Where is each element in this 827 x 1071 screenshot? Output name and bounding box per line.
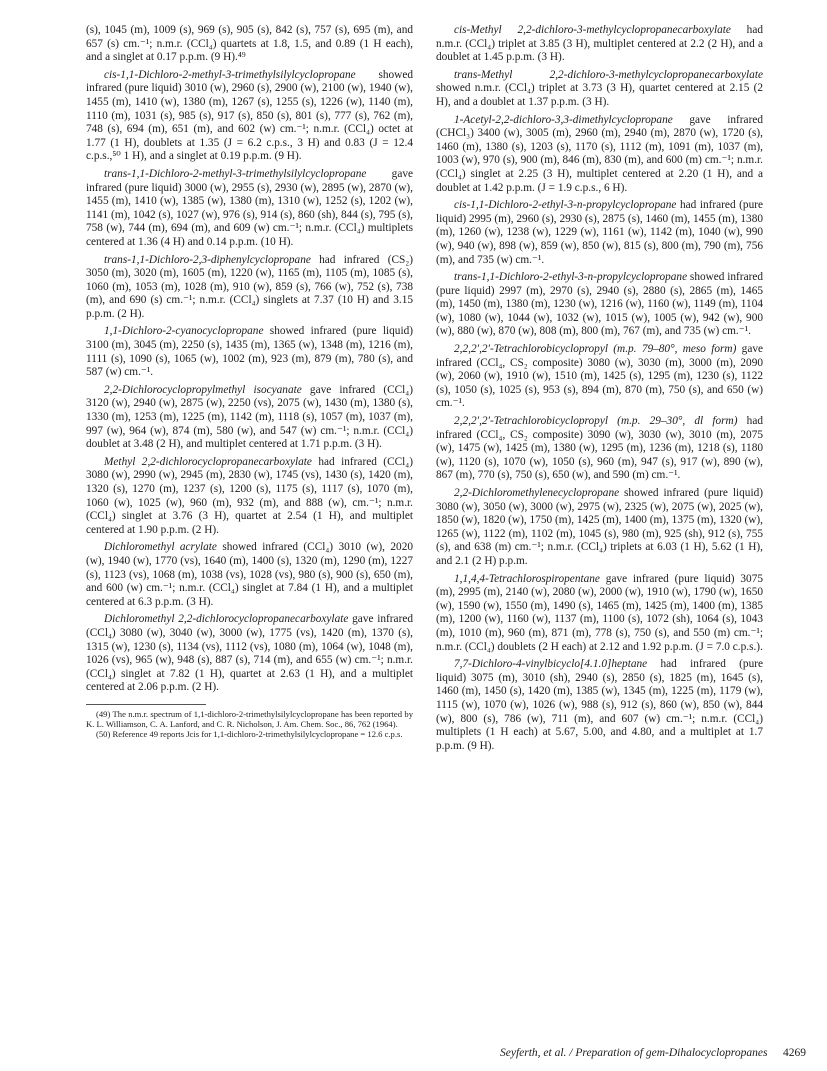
compound-name: 2,2-Dichlorocyclopropylmethyl isocyanate [104, 383, 302, 396]
compound-data: had infrared (CCl₄, CS₂ composite) 3090 (w), 3030 (w), 3010 (m), 2075 (w), 1475 (w), 1425 (m), 1380 (w), 1295 (m), 1236 (m), 1218 (s), 1180 (w), 1120 (s), 1070 (w), 1050 (s), 960 (m), 947 (s), 917 (w), 890 (w), 867 (m), 770 (s), 750 (s), 650 (w), and 590 (m) cm.⁻¹. [436, 415, 763, 482]
footnote-divider [86, 704, 206, 705]
paragraph-compound [436, 415, 763, 483]
compound-data: gave infrared (CCl₄) 3080 (w), 3040 (w), 3000 (w), 1775 (vs), 1420 (m), 1370 (s), 1315 (w), 1230 (s), 1134 (vs), 1112 (vs), 1080 (m), 1064 (w), 1048 (m), 1026 (vs), 965 (w), 948 (s), 887 (s), 714 (m), and 655 (w) cm.⁻¹; n.m.r. (CCl₄) singlet at 7.82 (1 H), quartet at 2.63 (1 H), and a multiplet centered at 2.06 p.p.m. (2 H). [86, 613, 413, 694]
compound-name: 2,2,2′,2′-Tetrachlorobicyclopropyl (m.p. 79–80°, meso form) [454, 343, 737, 356]
paragraph-compound [86, 168, 413, 250]
paragraph-continued: (s), 1045 (m), 1009 (s), 969 (s), 905 (s), 842 (s), 757 (s), 695 (m), and 657 (s) cm.⁻¹; n.m.r. (CCl₄) quartets at 1.8, 1.5, and 0.89 (1 H each), and a singlet at 0.17 p.p.m. (9 H).⁴⁹ [86, 24, 413, 64]
compound-data: gave infrared (CCl₄, CS₂ composite) 3080 (w), 3030 (m), 3000 (m), 2090 (w), 2060 (w), 1910 (w), 1510 (m), 1425 (s), 1295 (m), 1230 (s), 1122 (s), 1050 (s), 1025 (s), 953 (s), 894 (m), 870 (m), 750 (s), and 650 (w) cm.⁻¹. [436, 343, 763, 410]
compound-name: cis-1,1-Dichloro-2-methyl-3-trimethylsilylcyclopropane [104, 68, 356, 81]
compound-name: cis-1,1-Dichloro-2-ethyl-3-n-propylcyclopropane [454, 199, 677, 212]
compound-name: Dichloromethyl 2,2-dichlorocyclopropanecarboxylate [104, 613, 349, 626]
compound-name: 1-Acetyl-2,2-dichloro-3,3-dimethylcyclopropane [454, 113, 673, 126]
compound-data: had n.m.r. (CCl₄) triplet at 3.85 (3 H), multiplet centered at 2.2 (2 H), and a doublet at 1.45 p.p.m. (3 H). [436, 24, 763, 64]
compound-data: showed infrared (pure liquid) 3010 (w), 2960 (s), 2900 (w), 2100 (w), 1940 (w), 1455 (m), 1410 (w), 1380 (m), 1267 (s), 1255 (s), 1226 (w), 1140 (m), 1110 (m), 1031 (s), 985 (s), 917 (s), 850 (s), 801 (s), 777 (s), 762 (m), 748 (s), 694 (m), 651 (m), and 602 (w) cm.⁻¹; n.m.r. (CCl₄) octet at 1.77 (1 H), doublets at 1.35 (J = 6.2 c.p.s., 3 H) and 0.83 (J = 12.4 c.p.s.,⁵⁰ 1 H), and a singlet at 0.19 p.p.m. (9 H). [86, 68, 413, 163]
compound-data: had infrared (pure liquid) 2995 (m), 2960 (s), 2930 (s), 2875 (s), 1460 (m), 1455 (m), 1380 (m), 1260 (w), 1238 (w), 1229 (w), 1161 (w), 1142 (m), 1040 (w), 990 (w), 940 (w), 898 (w), 859 (w), 850 (w), 815 (s), 800 (m), 790 (m), 756 (m), and 735 (w) cm.⁻¹. [436, 199, 763, 266]
paragraph-compound [86, 69, 413, 164]
compound-name: Methyl 2,2-dichlorocyclopropanecarboxylate [104, 455, 312, 468]
paragraph-compound [436, 343, 763, 411]
left-column [86, 24, 413, 740]
compound-name: 1,1,4,4-Tetrachlorospiropentane [454, 572, 600, 585]
paragraph-compound [436, 271, 763, 339]
paragraph-compound [436, 573, 763, 655]
paragraph-compound [86, 384, 413, 452]
compound-data: showed infrared (pure liquid) 3100 (m), 3045 (m), 2250 (s), 1435 (m), 1365 (w), 1348 (m), 1216 (m), 1111 (s), 1090 (s), 1065 (w), 1002 (m), 923 (m), 879 (m), 780 (s), and 587 (w) cm.⁻¹. [86, 325, 413, 379]
paragraph-compound [436, 24, 763, 65]
compound-data: showed infrared (pure liquid) 2997 (m), 2970 (s), 2940 (s), 2880 (s), 2865 (m), 1465 (m), 1450 (m), 1380 (m), 1230 (w), 1216 (w), 1160 (w), 1149 (m), 1104 (w), 1080 (w), 1044 (w), 1032 (w), 1015 (w), 1005 (w), 942 (w), 900 (w), 880 (w), 870 (w), 808 (m), 800 (m), 767 (m), and 735 (w) cm.⁻¹. [436, 271, 764, 338]
compound-name: cis-Methyl 2,2-dichloro-3-methylcyclopropanecarboxylate [454, 24, 731, 36]
compound-name: trans-1,1-Dichloro-2,3-diphenylcyclopropane [104, 253, 311, 266]
compound-data: showed n.m.r. (CCl₄) triplet at 3.73 (3 H), quartet centered at 2.15 (2 H), and a doublet at 1.37 p.p.m. (3 H). [436, 82, 763, 108]
compound-data: showed infrared (CCl₄) 3010 (w), 2020 (w), 1940 (w), 1770 (vs), 1640 (m), 1400 (s), 1320 (m), 1290 (m), 1227 (s), 1123 (vs), 1068 (m), 1038 (vs), 1028 (vs), 980 (s), 900 (s), 650 (m), and 600 (w) cm.⁻¹; n.m.r. (CCl₄) singlet at 7.84 (1 H), and a multiplet centered at 6.3 p.p.m. (3 H). [86, 541, 413, 608]
compound-name: trans-Methyl 2,2-dichloro-3-methylcyclopropanecarboxylate [454, 68, 763, 81]
paragraph-compound [436, 658, 763, 753]
compound-name: trans-1,1-Dichloro-2-ethyl-3-n-propylcyclopropane [454, 271, 688, 284]
compound-data: had infrared (CS₂) 3050 (m), 3020 (m), 1605 (m), 1220 (w), 1165 (m), 1105 (m), 1085 (s), 1060 (m), 1053 (m), 1028 (m), 910 (w), 859 (s), 766 (w), 752 (s), 738 (m), and 690 (s) cm.⁻¹; n.m.r. (CCl₄) singlets at 7.37 (10 H) and 3.15 p.p.m. (2 H). [86, 253, 413, 320]
footnote-49: (49) The n.m.r. spectrum of 1,1-dichloro-2-trimethylsilylcyclopropane has been reported by K. L. Williamson, C. A. Lanford, and C. R. Nicholson, J. Am. Chem. Soc., 86, 762 (1964). [86, 708, 413, 730]
compound-name: Dichloromethyl acrylate [104, 541, 217, 554]
paragraph-compound [86, 613, 413, 695]
running-foot: Seyferth, et al. / Preparation of gem-Dihalocyclopropanes [500, 1047, 768, 1059]
compound-data: showed infrared (pure liquid) 3080 (w), 3050 (w), 3000 (w), 2975 (w), 2325 (w), 2075 (w), 2025 (w), 1850 (w), 1820 (w), 1750 (m), 1425 (m), 1400 (m), 1375 (m), 1320 (w), 1265 (w), 1122 (m), 1102 (m), 1045 (s), 980 (m), 925 (sh), 912 (s), 755 (s), and 638 (m) cm.⁻¹; n.m.r. (CCl₄) triplets at 6.03 (1 H), 5.62 (1 H), and 2.1 (2 H) p.p.m. [436, 487, 763, 567]
compound-data: had infrared (CCl₄) 3080 (w), 2990 (w), 2945 (m), 2830 (w), 1745 (vs), 1430 (s), 1420 (m), 1320 (s), 1270 (m), 1237 (s), 1200 (s), 1175 (s), 1117 (s), 1070 (m), 1060 (w), 1025 (w), 960 (m), 932 (m), and 888 (w), cm.⁻¹; n.m.r. (CCl₄) singlet at 3.76 (3 H), quartet at 2.54 (1 H), and multiplet centered at 1.90 p.p.m. (2 H). [86, 455, 413, 536]
page-number: 4269 [783, 1047, 806, 1059]
footnote-50: (50) Reference 49 reports Jcis for 1,1-dichloro-2-trimethylsilylcyclopropane = 12.6 c.p.s. [96, 729, 403, 740]
paragraph-compound [86, 254, 413, 322]
paragraph-compound [436, 487, 763, 569]
compound-name: 2,2-Dichloromethylenecyclopropane [454, 487, 620, 499]
paragraph-compound [436, 69, 763, 110]
right-column [436, 24, 763, 753]
compound-data: gave infrared (CHCl₃) 3400 (w), 3005 (m), 2960 (m), 2940 (m), 2870 (w), 1720 (s), 1460 (m), 1380 (s), 1203 (s), 1170 (s), 1112 (m), 1091 (m), 1037 (m), 1003 (w), 970 (s), 900 (m), 846 (m), 830 (m), and 600 (m) cm.⁻¹; n.m.r. (CCl₄) singlet at 2.25 (3 H), multiplet centered at 2.20 (1 H), and a doublet at 1.42 p.p.m. (J = 1.9 c.p.s., 6 H). [436, 113, 763, 194]
paragraph-compound [86, 541, 413, 609]
compound-name: 1,1-Dichloro-2-cyanocyclopropane [104, 325, 264, 338]
paragraph-compound [86, 325, 413, 379]
compound-name: 2,2,2′,2′-Tetrachlorobicyclopropyl (m.p. 29–30°, dl form) [454, 415, 738, 428]
paragraph-compound [436, 199, 763, 267]
paragraph-compound [86, 456, 413, 538]
compound-data: gave infrared (pure liquid) 3075 (m), 2995 (m), 2140 (w), 2080 (w), 2000 (w), 1910 (w), 1790 (w), 1650 (w), 1590 (w), 1550 (m), 1490 (s), 1465 (m), 1425 (m), 1400 (m), 1385 (m), 1200 (w), 1160 (w), 1137 (m), 1100 (s), 1072 (sh), 1064 (s), 1043 (m), 1010 (m), 960 (m), 871 (m), 778 (s), 750 (s), and 550 (m) cm.⁻¹; n.m.r. (CCl₄) doublets (2 H each) at 2.12 and 1.92 p.p.m. (J = 7.0 c.p.s.). [436, 572, 763, 653]
paragraph-compound [436, 114, 763, 196]
compound-data: had infrared (pure liquid) 3075 (m), 3010 (sh), 2940 (s), 2850 (s), 1825 (m), 1645 (s), 1460 (m), 1450 (s), 1420 (m), 1385 (w), 1345 (m), 1225 (m), 1179 (w), 1115 (w), 1070 (w), 1026 (w), 988 (s), 912 (s), 860 (w), 850 (w), 844 (w), 800 (s), 786 (w), 711 (m), and 607 (w) cm.⁻¹; n.m.r. (CCl₄) multiplets (1 H each) at 5.67, 5.00, and 4.80, and a multiplet at 1.7 p.p.m. (9 H). [436, 658, 763, 752]
compound-data: gave infrared (pure liquid) 3000 (w), 2955 (s), 2930 (w), 2895 (w), 2870 (w), 1455 (m), 1410 (w), 1385 (w), 1380 (m), 1310 (w), 1252 (s), 1202 (w), 1141 (m), 1042 (s), 1027 (w), 976 (s), 914 (s), 860 (sh), 844 (s), 795 (s), 758 (w), 744 (m), 694 (m), and 609 (w) cm.⁻¹; n.m.r. (CCl₄) multiplets centered at 1.36 (4 H) and 0.14 p.p.m. (10 H). [86, 167, 413, 248]
compound-name: trans-1,1-Dichloro-2-methyl-3-trimethylsilylcyclopropane [104, 167, 367, 180]
compound-name: 7,7-Dichloro-4-vinylbicyclo[4.1.0]heptane [454, 658, 648, 671]
compound-data: gave infrared (CCl₄) 3120 (w), 2940 (w), 2875 (w), 2250 (vs), 2075 (w), 1430 (m), 1380 (s), 1330 (m), 1253 (m), 1225 (m), 1142 (m), 1118 (s), 1057 (m), 1037 (m), 997 (w), 964 (w), 874 (m), 580 (w), and 547 (w) cm.⁻¹; n.m.r. (CCl₄) doublet at 3.48 (2 H), and multiplet centered at 1.71 p.p.m. (3 H). [86, 383, 413, 451]
